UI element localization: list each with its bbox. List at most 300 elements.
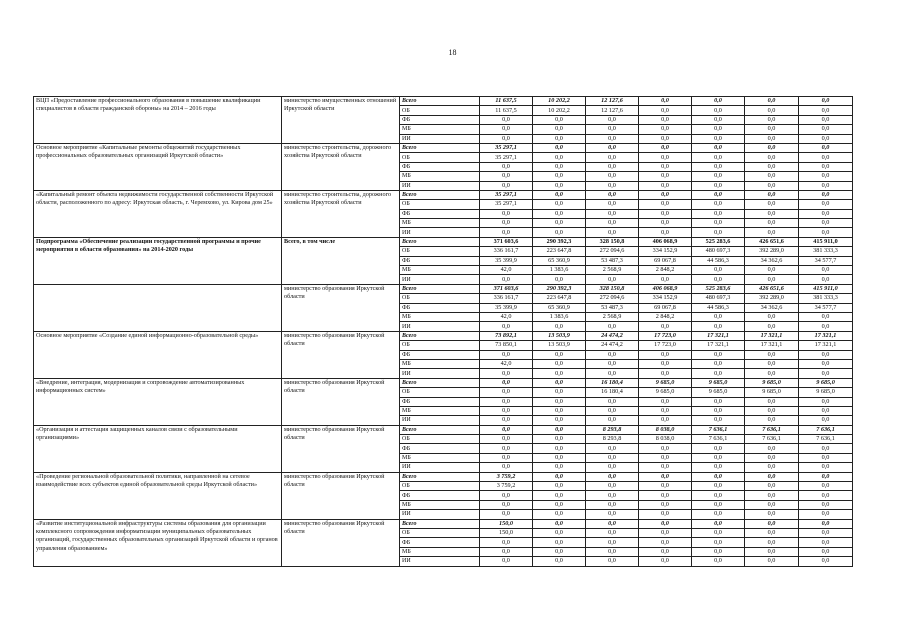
amount-cell: 0,0 [639, 538, 692, 547]
amount-cell: 0,0 [639, 190, 692, 199]
amount-cell: 0,0 [692, 228, 745, 237]
funding-source-cell: ОБ [400, 247, 480, 256]
amount-cell: 0,0 [480, 181, 533, 190]
measure-name-cell: Основное мероприятие «Капитальные ремонты общежитий государственных профессиональных образовательных организаций Иркутской области» [34, 143, 282, 190]
amount-cell: 0,0 [639, 350, 692, 359]
amount-cell: 0,0 [480, 322, 533, 331]
amount-cell: 0,0 [799, 557, 853, 566]
funding-source-cell: ОБ [400, 388, 480, 397]
amount-cell: 1 383,6 [533, 312, 586, 321]
amount-cell: 7 636,1 [745, 435, 799, 444]
amount-cell: 0,0 [745, 472, 799, 481]
amount-cell: 328 150,8 [586, 284, 639, 293]
amount-cell: 0,0 [639, 557, 692, 566]
amount-cell: 2 848,2 [639, 266, 692, 275]
amount-cell: 0,0 [533, 275, 586, 284]
amount-cell: 0,0 [692, 322, 745, 331]
amount-cell: 0,0 [639, 172, 692, 181]
amount-cell: 17 321,1 [745, 331, 799, 340]
amount-cell: 0,0 [692, 115, 745, 124]
amount-cell: 0,0 [480, 397, 533, 406]
amount-cell: 426 651,6 [745, 237, 799, 246]
amount-cell: 0,0 [799, 200, 853, 209]
amount-cell: 426 651,6 [745, 284, 799, 293]
funding-source-cell: ОБ [400, 153, 480, 162]
amount-cell: 0,0 [799, 162, 853, 171]
amount-cell: 0,0 [745, 106, 799, 115]
amount-cell: 0,0 [692, 190, 745, 199]
amount-cell: 0,0 [799, 153, 853, 162]
amount-cell: 525 283,6 [692, 284, 745, 293]
amount-cell: 35 297,1 [480, 190, 533, 199]
amount-cell: 0,0 [692, 463, 745, 472]
amount-cell: 0,0 [692, 143, 745, 152]
amount-cell: 7 636,1 [692, 425, 745, 434]
amount-cell: 0,0 [692, 472, 745, 481]
amount-cell: 9 685,0 [639, 378, 692, 387]
amount-cell: 0,0 [799, 359, 853, 368]
amount-cell: 0,0 [639, 482, 692, 491]
funding-source-cell: ОБ [400, 106, 480, 115]
amount-cell: 0,0 [533, 425, 586, 434]
amount-cell: 0,0 [745, 200, 799, 209]
amount-cell: 0,0 [586, 162, 639, 171]
executor-cell: министерство образования Иркутской области [282, 425, 400, 472]
amount-cell: 42,0 [480, 359, 533, 368]
amount-cell: 0,0 [533, 538, 586, 547]
amount-cell: 0,0 [533, 491, 586, 500]
amount-cell: 381 333,3 [799, 247, 853, 256]
amount-cell: 0,0 [745, 453, 799, 462]
amount-cell: 150,0 [480, 528, 533, 537]
amount-cell: 0,0 [799, 472, 853, 481]
amount-cell: 0,0 [533, 162, 586, 171]
amount-cell: 0,0 [745, 444, 799, 453]
amount-cell: 0,0 [639, 97, 692, 106]
amount-cell: 2 568,9 [586, 312, 639, 321]
amount-cell: 0,0 [586, 510, 639, 519]
amount-cell: 0,0 [639, 463, 692, 472]
amount-cell: 17 321,1 [692, 341, 745, 350]
amount-cell: 0,0 [692, 444, 745, 453]
funding-source-cell: Всего [400, 378, 480, 387]
amount-cell: 392 289,0 [745, 247, 799, 256]
amount-cell: 0,0 [639, 519, 692, 528]
amount-cell: 44 586,3 [692, 303, 745, 312]
measure-name-cell: «Организация и аттестация защищенных каналов связи с образовательными организациями» [34, 425, 282, 472]
funding-source-cell: МБ [400, 312, 480, 321]
amount-cell: 0,0 [799, 115, 853, 124]
amount-cell: 0,0 [586, 209, 639, 218]
funding-source-cell: ФБ [400, 491, 480, 500]
amount-cell: 0,0 [586, 416, 639, 425]
table-row [34, 143, 853, 152]
amount-cell: 0,0 [586, 143, 639, 152]
amount-cell: 0,0 [480, 369, 533, 378]
measure-name-cell: ВЦП «Предоставление профессионального образования в повышение квалификации специалистов в области гражданской обороны» на 2014 – 2016 годы [34, 97, 282, 144]
amount-cell: 525 283,6 [692, 237, 745, 246]
amount-cell: 0,0 [533, 143, 586, 152]
amount-cell: 0,0 [639, 510, 692, 519]
amount-cell: 0,0 [480, 115, 533, 124]
amount-cell: 0,0 [745, 482, 799, 491]
amount-cell: 0,0 [692, 162, 745, 171]
amount-cell: 8 038,0 [639, 425, 692, 434]
amount-cell: 0,0 [745, 275, 799, 284]
amount-cell: 0,0 [692, 528, 745, 537]
amount-cell: 0,0 [639, 444, 692, 453]
amount-cell: 0,0 [533, 350, 586, 359]
amount-cell: 0,0 [639, 134, 692, 143]
amount-cell: 0,0 [799, 125, 853, 134]
executor-cell: министерство образования Иркутской области [282, 472, 400, 519]
amount-cell: 272 094,6 [586, 294, 639, 303]
measure-name-cell: Основное мероприятие «Создание единой информационно-образовательной среды» [34, 331, 282, 378]
amount-cell: 0,0 [533, 500, 586, 509]
amount-cell: 0,0 [692, 134, 745, 143]
amount-cell: 7 636,1 [692, 435, 745, 444]
amount-cell: 35 297,1 [480, 153, 533, 162]
amount-cell: 0,0 [639, 181, 692, 190]
amount-cell: 0,0 [692, 482, 745, 491]
amount-cell: 0,0 [745, 181, 799, 190]
amount-cell: 0,0 [799, 219, 853, 228]
amount-cell: 0,0 [639, 153, 692, 162]
table-body [34, 97, 853, 567]
amount-cell: 9 685,0 [639, 388, 692, 397]
amount-cell: 0,0 [745, 359, 799, 368]
amount-cell: 9 685,0 [745, 388, 799, 397]
amount-cell: 381 333,3 [799, 294, 853, 303]
amount-cell: 0,0 [745, 322, 799, 331]
funding-source-cell: ФБ [400, 209, 480, 218]
amount-cell: 0,0 [639, 162, 692, 171]
amount-cell: 0,0 [745, 519, 799, 528]
measure-name-cell [34, 284, 282, 331]
amount-cell: 0,0 [533, 190, 586, 199]
amount-cell: 0,0 [586, 369, 639, 378]
amount-cell: 0,0 [745, 491, 799, 500]
amount-cell: 0,0 [533, 115, 586, 124]
amount-cell: 0,0 [639, 416, 692, 425]
amount-cell: 65 360,9 [533, 303, 586, 312]
amount-cell: 0,0 [639, 359, 692, 368]
amount-cell: 0,0 [639, 500, 692, 509]
table-row [34, 331, 853, 340]
amount-cell: 0,0 [692, 406, 745, 415]
funding-source-cell: ИИ [400, 322, 480, 331]
amount-cell: 0,0 [639, 228, 692, 237]
amount-cell: 34 362,6 [745, 303, 799, 312]
executor-cell: министерство образования Иркутской области [282, 519, 400, 566]
amount-cell: 0,0 [586, 491, 639, 500]
amount-cell: 0,0 [533, 219, 586, 228]
amount-cell: 334 152,9 [639, 247, 692, 256]
table-row [34, 425, 853, 434]
amount-cell: 0,0 [586, 472, 639, 481]
funding-source-cell: Всего [400, 190, 480, 199]
amount-cell: 0,0 [639, 528, 692, 537]
amount-cell: 0,0 [533, 435, 586, 444]
amount-cell: 0,0 [533, 388, 586, 397]
amount-cell: 0,0 [480, 378, 533, 387]
amount-cell: 0,0 [692, 510, 745, 519]
amount-cell: 0,0 [745, 406, 799, 415]
measure-name-cell: «Внедрение, интеграция, модернизация и сопровождение автоматизированных информационных систем» [34, 378, 282, 425]
amount-cell: 73 850,1 [480, 341, 533, 350]
amount-cell: 415 911,0 [799, 237, 853, 246]
funding-source-cell: МБ [400, 125, 480, 134]
amount-cell: 0,0 [799, 510, 853, 519]
amount-cell: 2 568,9 [586, 266, 639, 275]
amount-cell: 35 297,1 [480, 143, 533, 152]
amount-cell: 10 202,2 [533, 106, 586, 115]
amount-cell: 0,0 [799, 538, 853, 547]
amount-cell: 0,0 [533, 557, 586, 566]
amount-cell: 65 360,9 [533, 256, 586, 265]
funding-source-cell: ФБ [400, 162, 480, 171]
amount-cell: 0,0 [480, 228, 533, 237]
amount-cell: 0,0 [586, 228, 639, 237]
amount-cell: 69 067,8 [639, 256, 692, 265]
funding-source-cell: Всего [400, 143, 480, 152]
amount-cell: 0,0 [586, 519, 639, 528]
amount-cell: 0,0 [692, 453, 745, 462]
amount-cell: 0,0 [799, 322, 853, 331]
amount-cell: 3 759,2 [480, 472, 533, 481]
amount-cell: 0,0 [533, 406, 586, 415]
budget-table [33, 96, 853, 567]
amount-cell: 0,0 [480, 425, 533, 434]
amount-cell: 0,0 [799, 312, 853, 321]
amount-cell: 415 911,0 [799, 284, 853, 293]
amount-cell: 0,0 [533, 444, 586, 453]
amount-cell: 0,0 [799, 491, 853, 500]
amount-cell: 0,0 [586, 500, 639, 509]
funding-source-cell: МБ [400, 500, 480, 509]
amount-cell: 0,0 [533, 547, 586, 556]
amount-cell: 0,0 [533, 463, 586, 472]
amount-cell: 0,0 [586, 153, 639, 162]
funding-source-cell: Всего [400, 237, 480, 246]
amount-cell: 13 503,9 [533, 341, 586, 350]
amount-cell: 371 603,6 [480, 284, 533, 293]
amount-cell: 0,0 [745, 547, 799, 556]
amount-cell: 0,0 [480, 547, 533, 556]
amount-cell: 0,0 [799, 406, 853, 415]
amount-cell: 10 202,2 [533, 97, 586, 106]
amount-cell: 336 161,7 [480, 247, 533, 256]
amount-cell: 272 094,6 [586, 247, 639, 256]
table-row [34, 97, 853, 106]
amount-cell: 34 362,6 [745, 256, 799, 265]
amount-cell: 0,0 [745, 143, 799, 152]
amount-cell: 0,0 [586, 172, 639, 181]
amount-cell: 0,0 [799, 500, 853, 509]
amount-cell: 0,0 [586, 115, 639, 124]
amount-cell: 0,0 [639, 125, 692, 134]
amount-cell: 0,0 [480, 388, 533, 397]
amount-cell: 0,0 [533, 416, 586, 425]
amount-cell: 0,0 [799, 463, 853, 472]
measure-name-cell: «Развитие институциональной инфраструктуры системы образования для организации комплексного сопровождения информатизации муниципальных образовательных организаций, государственных образовательных организаций Иркутской области и органов управления образованием» [34, 519, 282, 566]
funding-source-cell: ОБ [400, 294, 480, 303]
amount-cell: 0,0 [480, 275, 533, 284]
amount-cell: 7 636,1 [799, 425, 853, 434]
amount-cell: 0,0 [639, 406, 692, 415]
funding-source-cell: МБ [400, 219, 480, 228]
table-row [34, 190, 853, 199]
amount-cell: 0,0 [799, 190, 853, 199]
amount-cell: 0,0 [745, 162, 799, 171]
amount-cell: 0,0 [480, 406, 533, 415]
amount-cell: 69 067,8 [639, 303, 692, 312]
amount-cell: 0,0 [692, 312, 745, 321]
amount-cell: 0,0 [480, 453, 533, 462]
amount-cell: 7 636,1 [745, 425, 799, 434]
amount-cell: 0,0 [799, 172, 853, 181]
amount-cell: 0,0 [533, 369, 586, 378]
amount-cell: 0,0 [799, 519, 853, 528]
executor-cell: министерство образования Иркутской области [282, 378, 400, 425]
amount-cell: 406 068,9 [639, 284, 692, 293]
amount-cell: 0,0 [533, 378, 586, 387]
funding-source-cell: ИИ [400, 275, 480, 284]
amount-cell: 0,0 [639, 491, 692, 500]
funding-source-cell: ОБ [400, 435, 480, 444]
amount-cell: 7 636,1 [799, 435, 853, 444]
amount-cell: 0,0 [586, 359, 639, 368]
amount-cell: 9 685,0 [692, 378, 745, 387]
amount-cell: 16 180,4 [586, 388, 639, 397]
amount-cell: 0,0 [799, 181, 853, 190]
funding-source-cell: ФБ [400, 115, 480, 124]
amount-cell: 0,0 [533, 200, 586, 209]
amount-cell: 0,0 [639, 106, 692, 115]
amount-cell: 0,0 [799, 547, 853, 556]
amount-cell: 0,0 [533, 359, 586, 368]
page-number: 18 [448, 48, 457, 57]
table-row [34, 237, 853, 246]
amount-cell: 0,0 [745, 134, 799, 143]
amount-cell: 0,0 [586, 528, 639, 537]
amount-cell: 0,0 [480, 435, 533, 444]
amount-cell: 0,0 [692, 200, 745, 209]
amount-cell: 0,0 [586, 275, 639, 284]
amount-cell: 0,0 [533, 172, 586, 181]
amount-cell: 0,0 [745, 528, 799, 537]
amount-cell: 0,0 [799, 482, 853, 491]
amount-cell: 0,0 [586, 181, 639, 190]
amount-cell: 0,0 [639, 200, 692, 209]
amount-cell: 34 577,7 [799, 303, 853, 312]
amount-cell: 0,0 [533, 134, 586, 143]
amount-cell: 0,0 [586, 547, 639, 556]
funding-source-cell: МБ [400, 453, 480, 462]
funding-source-cell: МБ [400, 359, 480, 368]
amount-cell: 0,0 [745, 125, 799, 134]
measure-name-cell: «Капитальный ремонт объекта недвижимости государственной собственности Иркутской области, расположенного по адресу: Иркутская область, г. Черемхово, ул. Кирова дом 25» [34, 190, 282, 237]
amount-cell: 17 321,1 [745, 341, 799, 350]
amount-cell: 17 321,1 [799, 341, 853, 350]
amount-cell: 0,0 [745, 312, 799, 321]
amount-cell: 35 399,9 [480, 303, 533, 312]
amount-cell: 0,0 [692, 266, 745, 275]
amount-cell: 0,0 [745, 172, 799, 181]
amount-cell: 0,0 [692, 125, 745, 134]
amount-cell: 0,0 [692, 153, 745, 162]
amount-cell: 0,0 [692, 519, 745, 528]
amount-cell: 0,0 [480, 125, 533, 134]
funding-source-cell: ИИ [400, 369, 480, 378]
funding-source-cell: ИИ [400, 134, 480, 143]
amount-cell: 0,0 [799, 143, 853, 152]
funding-source-cell: МБ [400, 266, 480, 275]
amount-cell: 0,0 [480, 463, 533, 472]
funding-source-cell: ИИ [400, 463, 480, 472]
amount-cell: 0,0 [692, 97, 745, 106]
amount-cell: 0,0 [639, 369, 692, 378]
executor-cell: министерство образования Иркутской области [282, 284, 400, 331]
amount-cell: 35 399,9 [480, 256, 533, 265]
amount-cell: 0,0 [799, 106, 853, 115]
funding-source-cell: ФБ [400, 397, 480, 406]
amount-cell: 3 759,2 [480, 482, 533, 491]
amount-cell: 0,0 [586, 200, 639, 209]
amount-cell: 0,0 [586, 557, 639, 566]
amount-cell: 17 723,0 [639, 331, 692, 340]
funding-source-cell: ОБ [400, 341, 480, 350]
amount-cell: 0,0 [745, 153, 799, 162]
amount-cell: 0,0 [745, 510, 799, 519]
amount-cell: 0,0 [692, 181, 745, 190]
funding-source-cell: ИИ [400, 181, 480, 190]
amount-cell: 0,0 [533, 153, 586, 162]
amount-cell: 0,0 [480, 538, 533, 547]
amount-cell: 0,0 [480, 444, 533, 453]
funding-source-cell: ИИ [400, 228, 480, 237]
amount-cell: 0,0 [480, 134, 533, 143]
amount-cell: 0,0 [639, 143, 692, 152]
amount-cell: 0,0 [799, 275, 853, 284]
amount-cell: 0,0 [639, 322, 692, 331]
funding-source-cell: ОБ [400, 528, 480, 537]
funding-source-cell: Всего [400, 472, 480, 481]
amount-cell: 2 848,2 [639, 312, 692, 321]
amount-cell: 0,0 [799, 97, 853, 106]
funding-source-cell: ФБ [400, 303, 480, 312]
budget-table-container [33, 96, 852, 567]
amount-cell: 0,0 [639, 275, 692, 284]
amount-cell: 0,0 [692, 491, 745, 500]
amount-cell: 0,0 [692, 369, 745, 378]
amount-cell: 150,0 [480, 519, 533, 528]
amount-cell: 0,0 [745, 463, 799, 472]
amount-cell: 9 685,0 [799, 388, 853, 397]
amount-cell: 42,0 [480, 266, 533, 275]
amount-cell: 12 127,6 [586, 106, 639, 115]
funding-source-cell: МБ [400, 547, 480, 556]
amount-cell: 0,0 [586, 350, 639, 359]
amount-cell: 35 297,1 [480, 200, 533, 209]
amount-cell: 0,0 [692, 219, 745, 228]
executor-cell: министерство образования Иркутской области [282, 331, 400, 378]
amount-cell: 0,0 [639, 453, 692, 462]
amount-cell: 0,0 [533, 322, 586, 331]
amount-cell: 336 161,7 [480, 294, 533, 303]
funding-source-cell: ФБ [400, 350, 480, 359]
amount-cell: 0,0 [745, 219, 799, 228]
